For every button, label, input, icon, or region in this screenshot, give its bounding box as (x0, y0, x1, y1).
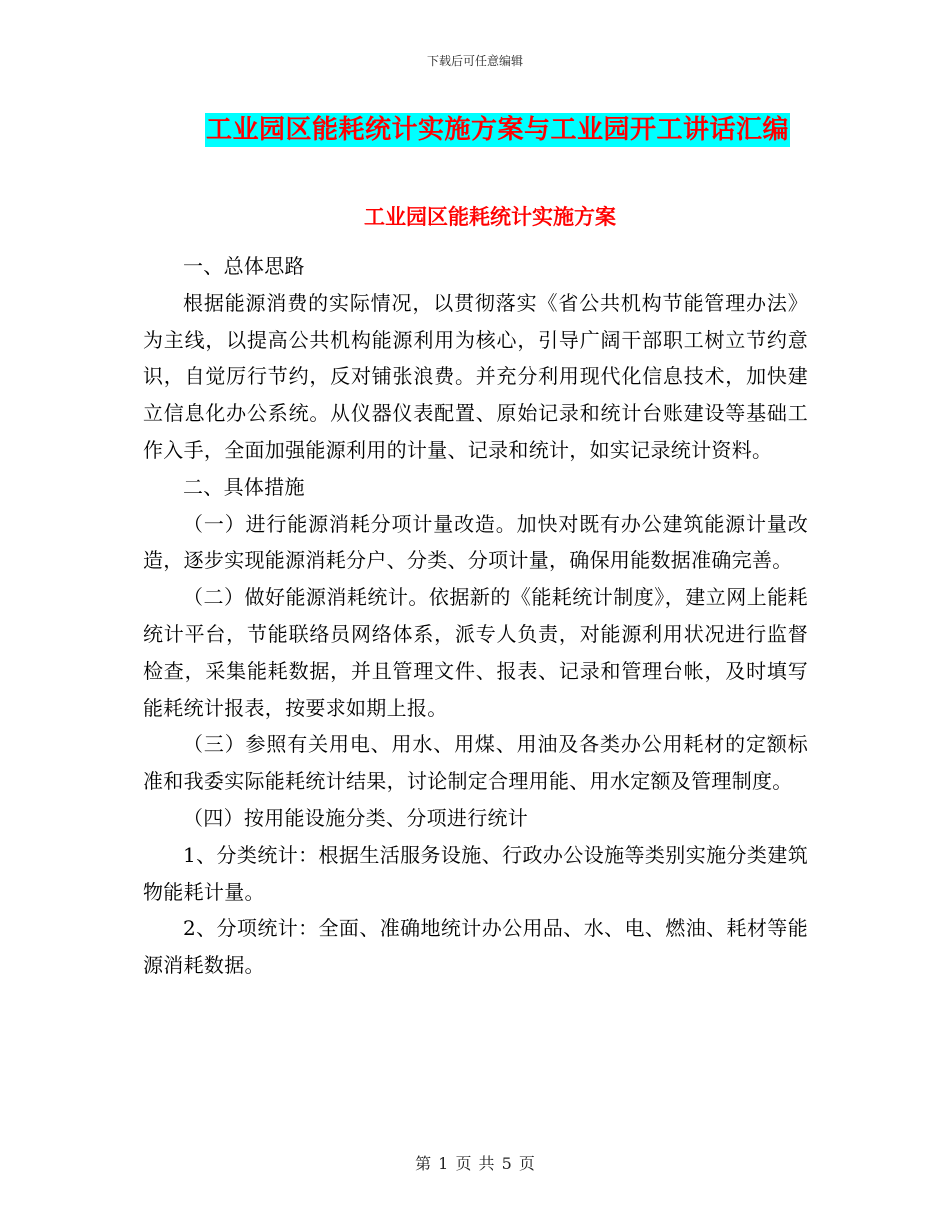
heading-specific-measures: 二、具体措施 (183, 474, 305, 499)
paragraph-measure-4: （四）按用能设施分类、分项进行统计 (183, 805, 529, 830)
paragraph-item-statistics: 2、分项统计：全面、准确地统计办公用品、水、电、燃油、耗材等能源消耗数据。 (143, 916, 808, 978)
document-main-title: 工业园区能耗统计实施方案与工业园开工讲话汇编 (205, 115, 789, 145)
document-body (143, 248, 808, 984)
paragraph-measure-2: （二）做好能源消耗统计。依据新的《能耗统计制度》，建立网上能耗统计平台，节能联络员网络体系，派专人负责，对能源利用状况进行监督检查，采集能耗数据，并且管理文件、报表、记录和管理台帐，及时填写能耗统计报表，按要求如期上报。 (143, 585, 808, 720)
page-header-note: 下载后可任意编辑 (426, 54, 523, 68)
main-title-container (0, 113, 950, 147)
paragraph-category-statistics: 1、分类统计：根据生活服务设施、行政办公设施等类别实施分类建筑物能耗计量。 (143, 842, 808, 904)
document-section-title: 工业园区能耗统计实施方案 (364, 205, 616, 229)
paragraph-measure-1: （一）进行能源消耗分项计量改造。加快对既有办公建筑能源计量改造，逐步实现能源消耗分户、分类、分项计量，确保用能数据准确完善。 (143, 511, 808, 573)
page-number: 第 1 页 共 5 页 (415, 1154, 535, 1173)
heading-overall-idea: 一、总体思路 (183, 254, 305, 278)
paragraph-measure-3: （三）参照有关用电、用水、用煤、用油及各类办公用耗材的定额标准和我委实际能耗统计结果，讨论制定合理用能、用水定额及管理制度。 (143, 732, 808, 794)
paragraph-overall-idea: 根据能源消费的实际情况，以贯彻落实《省公共机构节能管理办法》为主线，以提高公共机构能源利用为核心，引导广阔干部职工树立节约意识，自觉厉行节约，反对铺张浪费。并充分利用现代化信息技术，加快建立信息化办公系统。从仪器仪表配置、原始记录和统计台账建设等基础工作入手，全面加强能源利用的计量、记录和统计，如实记录统计资料。 (143, 290, 808, 462)
